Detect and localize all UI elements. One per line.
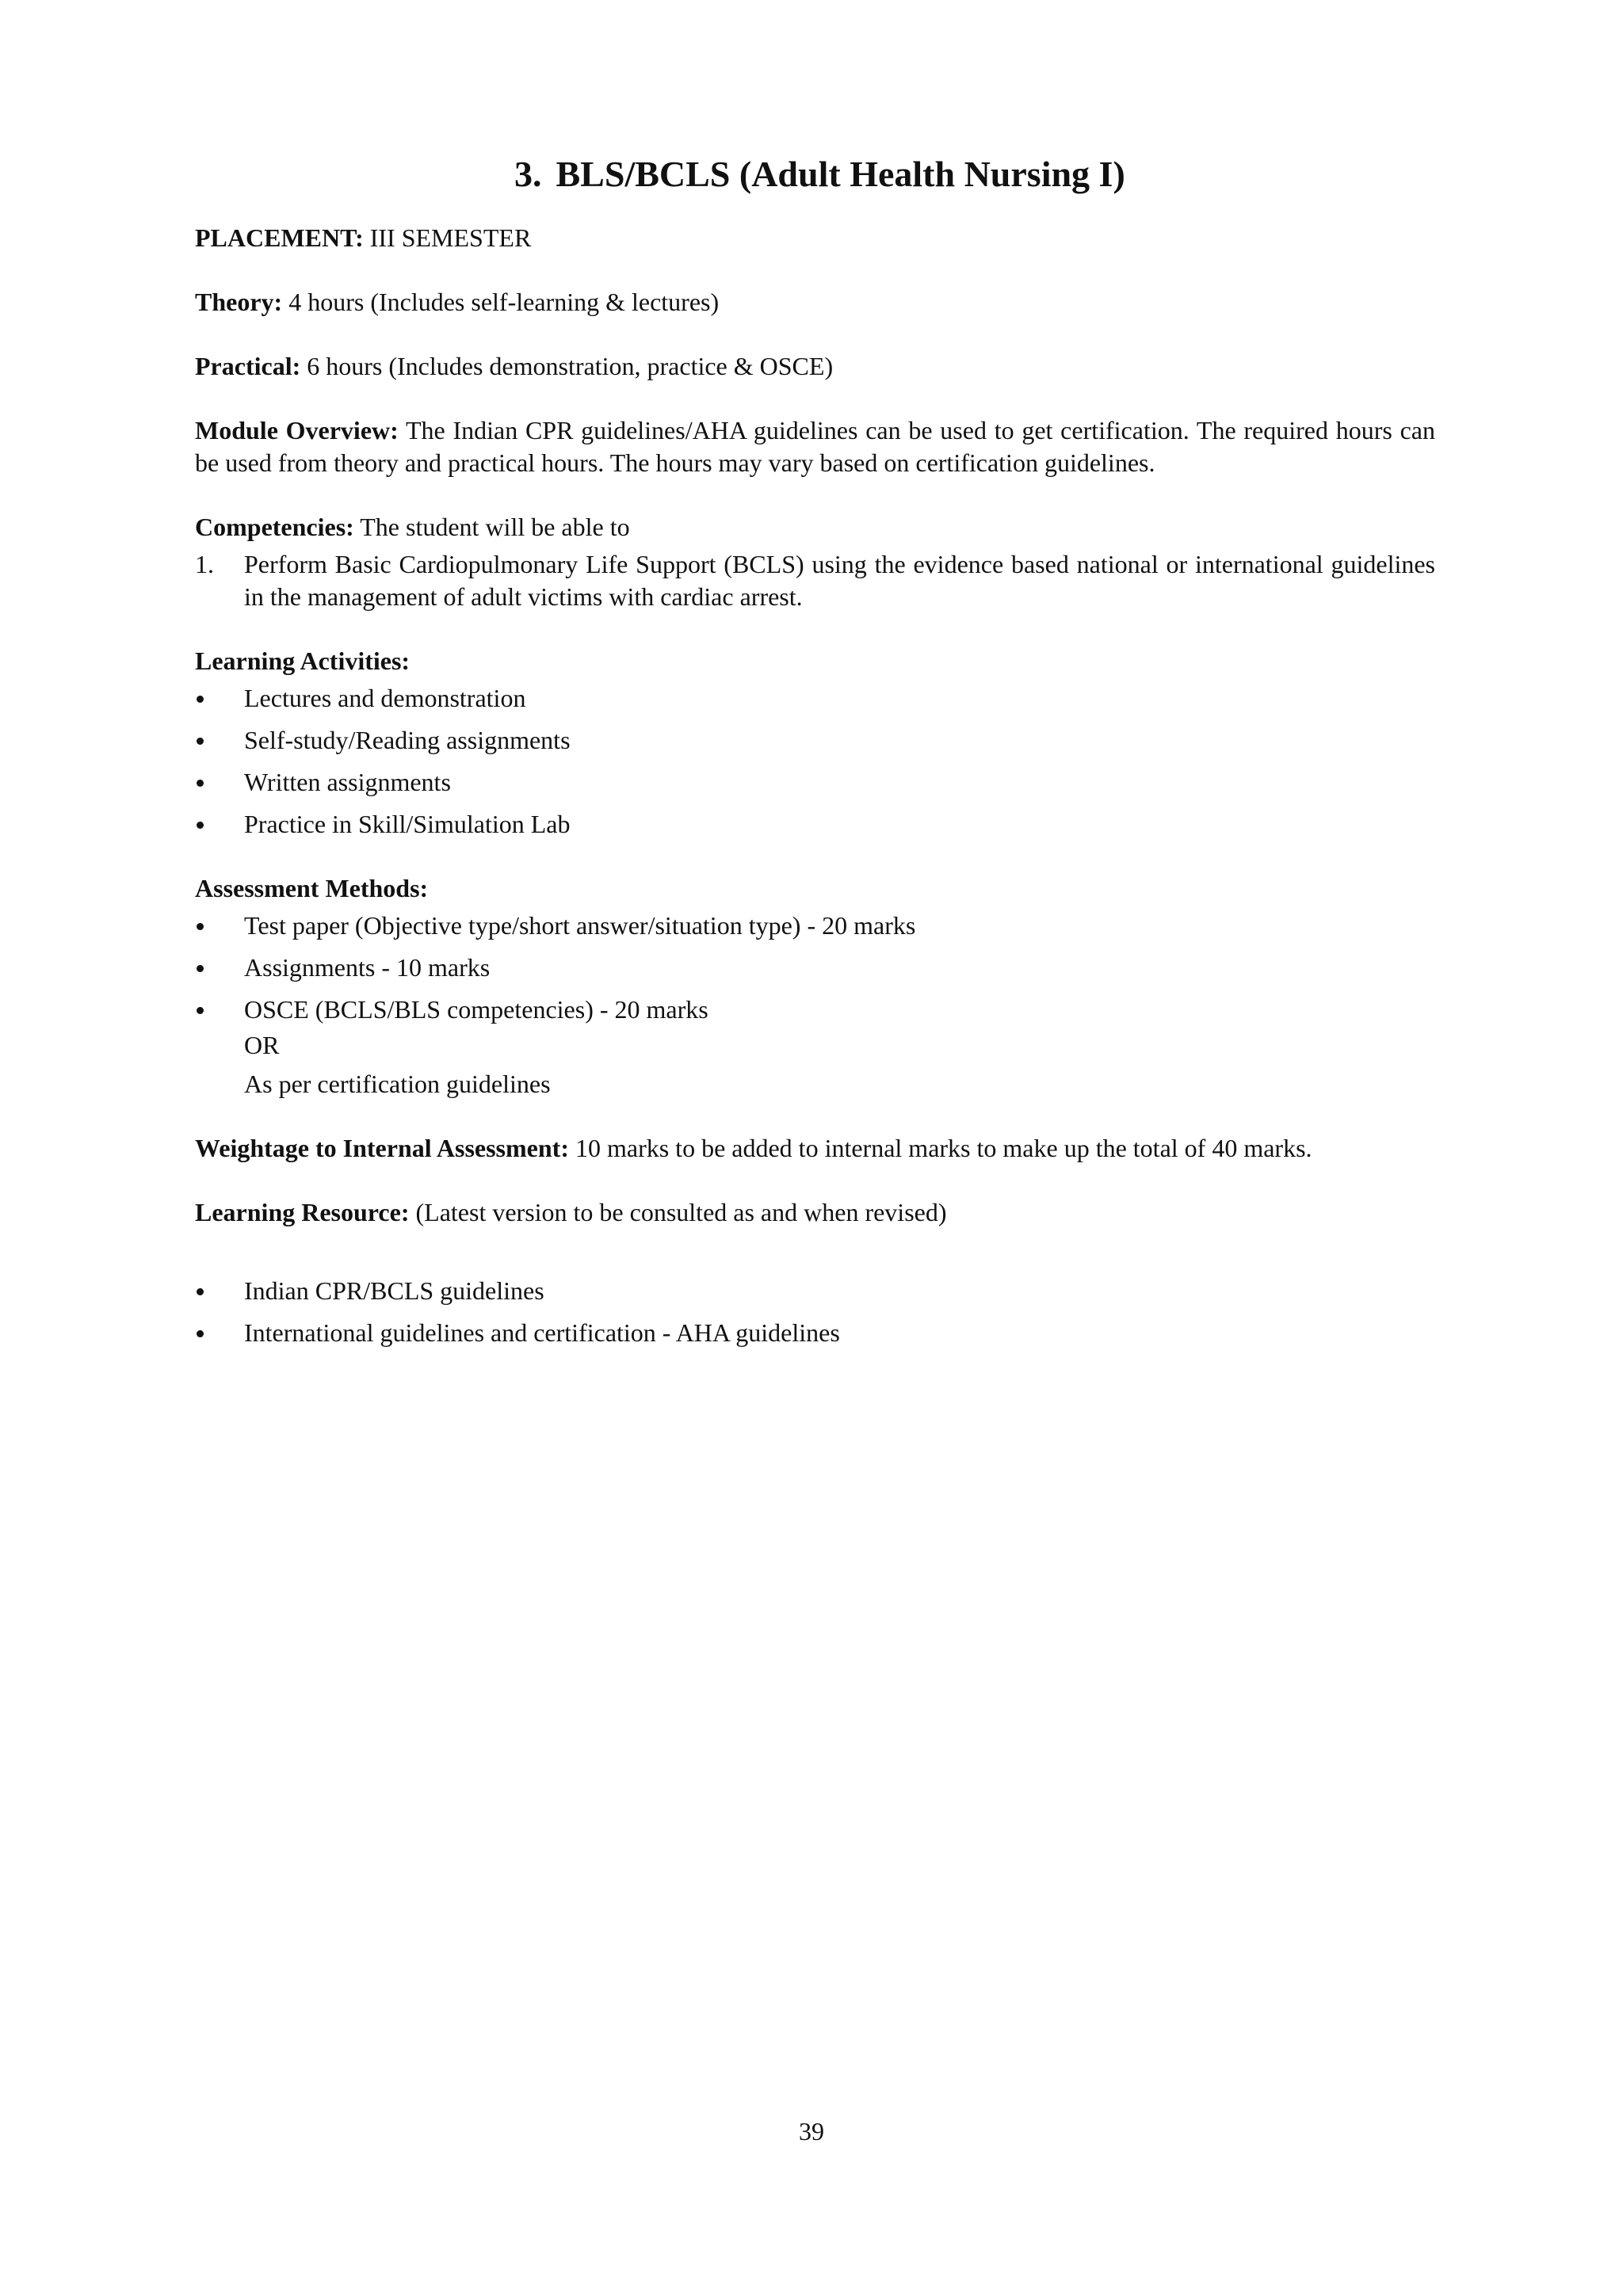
competencies-list [195, 548, 1435, 613]
list-item [195, 1275, 1435, 1307]
bullet-icon [197, 965, 204, 972]
module-overview-text: The Indian CPR guidelines/AHA guidelines can be used to get certification. The required hours can be used from theory and practical hours. The hours may vary based on certification guidelines. [195, 416, 1436, 477]
module-overview-paragraph [195, 414, 1435, 479]
assessment-methods-heading: Assessment Methods: [195, 874, 429, 902]
section-number: 3. [514, 154, 542, 194]
bullet-icon [197, 1288, 204, 1295]
placement-value: III SEMESTER [369, 223, 532, 252]
module-overview-label: Module Overview: [195, 416, 399, 444]
theory-line [195, 286, 1435, 318]
learning-resource-value: (Latest version to be consulted as and when revised) [415, 1198, 947, 1226]
assessment-methods-list [195, 910, 1435, 1026]
learning-activities-list [195, 682, 1435, 841]
list-item-text: Indian CPR/BCLS guidelines [244, 1276, 544, 1305]
assessment-or-text: OR [244, 1031, 280, 1059]
list-item [195, 808, 1435, 841]
learning-resource-list [195, 1275, 1435, 1349]
list-item [195, 952, 1435, 984]
competency-number: 1. [195, 550, 214, 578]
practical-label: Practical: [195, 352, 301, 380]
bullet-icon [197, 1330, 204, 1337]
list-item-text: Written assignments [244, 768, 451, 796]
competency-item [195, 548, 1435, 613]
competency-text: Perform Basic Cardiopulmonary Life Support (BCLS) using the evidence based national or international guidelines in the management of adult victims with cardiac arrest. [244, 550, 1435, 611]
list-item-text: Test paper (Objective type/short answer/situation type) - 20 marks [244, 911, 916, 940]
competencies-label: Competencies: [195, 513, 354, 541]
list-item [195, 994, 1435, 1026]
section-title-text: BLS/BCLS (Adult Health Nursing I) [556, 154, 1125, 194]
list-item-text: Lectures and demonstration [244, 684, 526, 712]
list-item [195, 1317, 1435, 1349]
learning-resource-label: Learning Resource: [195, 1198, 410, 1226]
assessment-alternative-text: As per certification guidelines [244, 1070, 551, 1098]
competencies-line [195, 511, 1435, 543]
weightage-line [195, 1132, 1435, 1165]
list-item [195, 766, 1435, 799]
theory-value: 4 hours (Includes self-learning & lectures) [288, 288, 720, 316]
page-content [195, 152, 1435, 1381]
placement-label: PLACEMENT: [195, 223, 364, 252]
placement-line [195, 222, 1435, 254]
practical-value: 6 hours (Includes demonstration, practice & OSCE) [307, 352, 834, 380]
list-item-text: Self-study/Reading assignments [244, 726, 571, 754]
bullet-icon [197, 1007, 204, 1014]
competencies-intro: The student will be able to [360, 513, 630, 541]
bullet-icon [197, 738, 204, 745]
list-item-text: OSCE (BCLS/BLS competencies) - 20 marks [244, 995, 708, 1024]
list-item [195, 910, 1435, 942]
list-item [195, 682, 1435, 715]
practical-line [195, 350, 1435, 383]
bullet-icon [197, 822, 204, 829]
section-title [195, 152, 1435, 196]
weightage-label: Weightage to Internal Assessment: [195, 1134, 569, 1162]
bullet-icon [197, 780, 204, 787]
weightage-value: 10 marks to be added to internal marks to make up the total of 40 marks. [575, 1134, 1312, 1162]
learning-resource-line [195, 1196, 1435, 1229]
list-item [195, 724, 1435, 757]
theory-label: Theory: [195, 288, 283, 316]
page-number: 39 [799, 2117, 824, 2145]
list-item-text: Practice in Skill/Simulation Lab [244, 810, 571, 838]
list-item-text: Assignments - 10 marks [244, 953, 491, 982]
bullet-icon [197, 923, 204, 930]
learning-activities-heading: Learning Activities: [195, 646, 411, 675]
list-item-text: International guidelines and certification - AHA guidelines [244, 1318, 840, 1347]
bullet-icon [197, 696, 204, 703]
